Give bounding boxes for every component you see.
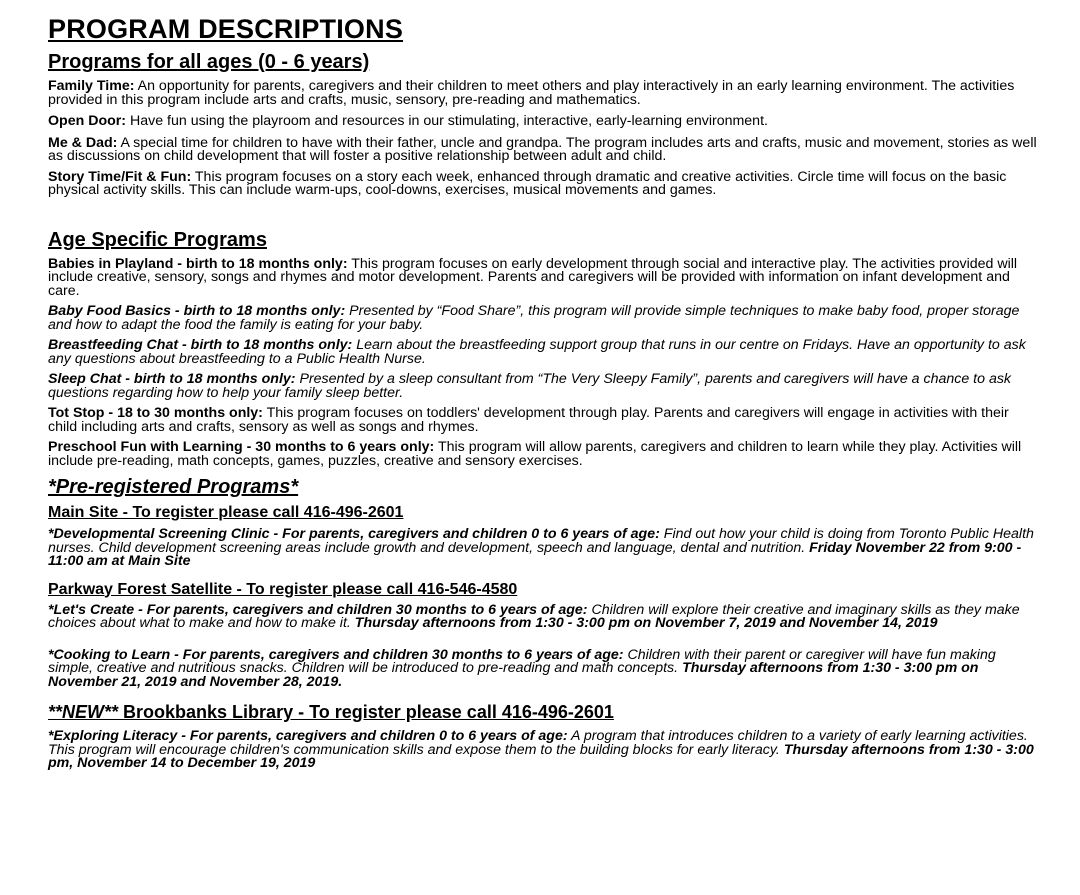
program-sleep-chat (48, 373, 1038, 400)
program-description: Presented by a sleep consultant from “The Very Sleepy Family”, parents and caregivers will have a chance to ask questions regarding how to help your family sleep better. (48, 371, 1012, 401)
all-ages-heading: Programs for all ages (0 - 6 years) (48, 51, 370, 73)
preregistered-heading: *Pre-registered Programs* (48, 476, 299, 498)
program-open-door (48, 115, 1038, 129)
program-name: Story Time/Fit & Fun: (48, 168, 192, 185)
program-baby-food-basics (48, 305, 1038, 332)
main-site-heading: Main Site - To register please call 416-496-2601 (48, 504, 404, 521)
program-name: Preschool Fun with Learning - 30 months to 6 years only: (48, 439, 435, 455)
program-me-and-dad (48, 134, 1038, 164)
program-description: Find out how your child is doing from Toronto Public Health nurses. Child development screening areas include growth and development, speech and language, dental and nutrition. (48, 526, 1034, 556)
brookbanks-heading-text: Brookbanks Library - To register please call 416-496-2601 (123, 702, 614, 722)
program-exploring-literacy (48, 730, 1038, 771)
program-name: Family Time: (48, 78, 135, 94)
program-breastfeeding-chat (48, 339, 1038, 366)
program-description: An opportunity for parents, caregivers and their children to meet others and play interactively in an early learning environment. The activities provided in this program include arts and crafts, music, sensory, pre-reading and mathematics. (48, 78, 1015, 108)
program-description: Have fun using the playroom and resources in our stimulating, interactive, early-learning environment. (129, 113, 768, 129)
program-name: *Exploring Literacy - For parents, caregivers and children 0 to 6 years of age: (48, 728, 568, 744)
program-schedule: Thursday afternoons from 1:30 - 3:00 pm on November 7, 2019 and November 14, 2019 (354, 615, 938, 631)
parkway-heading: Parkway Forest Satellite - To register please call 416-546-4580 (48, 580, 518, 598)
new-badge: **NEW** (48, 702, 119, 722)
program-description: Presented by “Food Share”, this program will provide simple techniques to make baby food, proper storage and how to adapt the food the family is eating for your baby. (48, 303, 1020, 333)
program-schedule: Thursday afternoons from 1:30 - 3:00 pm on November 21, 2019 and November 28, 2019. (48, 660, 979, 690)
program-preschool-fun (48, 441, 1038, 468)
brookbanks-heading (48, 702, 1038, 722)
program-description: Learn about the breastfeeding support group that runs in our centre on Fridays. Have an opportunity to ask any questions about breastfeeding to a Public Health Nurse. (48, 337, 1026, 367)
program-description: This program focuses on toddlers' development through play. Parents and caregivers will engage in activities with their child including arts and crafts, sensory as well as songs and rhymes. (48, 405, 1009, 435)
program-description: This program focuses on early development through social and interactive play. The activities provided will include creative, sensory, songs and rhymes and motor development. Parents and caregivers will be provided with information on infant development and care. (48, 255, 1018, 299)
program-description: Children with their parent or caregiver will have fun making simple, creative and nutritious snacks. Children will be introduced to pre-reading and math concepts. (48, 646, 996, 676)
program-schedule: Thursday afternoons from 1:30 - 3:00 pm, November 14 to December 19, 2019 (48, 741, 1034, 771)
program-description: This program will allow parents, caregivers and children to learn while they play. Activities will include pre-reading, math concepts, games, puzzles, creative and sensory exercises. (48, 439, 1022, 469)
program-description: A special time for children to have with their father, uncle and grandpa. The program includes arts and crafts, music and movement, stories as well as discussions on child development that will foster a positive relationship between adult and child. (48, 134, 1037, 164)
program-cooking-to-learn (48, 646, 1038, 690)
age-specific-heading: Age Specific Programs (48, 228, 267, 251)
program-description: Children will explore their creative and imaginary skills as they make choices about what to make and how to make it. (48, 601, 1020, 631)
program-developmental-screening (48, 528, 1038, 569)
page-title: PROGRAM DESCRIPTIONS (48, 14, 404, 44)
program-story-time (48, 168, 1038, 198)
program-lets-create (48, 601, 1038, 631)
program-name: Baby Food Basics - birth to 18 months only: (48, 303, 346, 319)
program-name: *Cooking to Learn - For parents, caregivers and children 30 months to 6 years of age: (48, 646, 624, 663)
program-name: Tot Stop - 18 to 30 months only: (48, 405, 263, 421)
program-name: Me & Dad: (48, 134, 118, 151)
program-babies-in-playland (48, 255, 1038, 299)
program-name: Sleep Chat - birth to 18 months only: (48, 371, 296, 387)
program-family-time (48, 80, 1038, 107)
program-description: A program that introduces children to a variety of early learning activities. This program will encourage children's communication skills and expose them to the building blocks for early literacy. (48, 728, 1028, 758)
program-name: Open Door: (48, 113, 127, 129)
program-name: *Developmental Screening Clinic - For parents, caregivers and children 0 to 6 years of age: (48, 526, 660, 542)
program-tot-stop (48, 407, 1038, 434)
program-name: *Let's Create - For parents, caregivers and children 30 months to 6 years of age: (48, 601, 588, 618)
program-name: Babies in Playland - birth to 18 months only: (48, 255, 348, 272)
program-name: Breastfeeding Chat - birth to 18 months only: (48, 337, 353, 353)
program-schedule: Friday November 22 from 9:00 - 11:00 am at Main Site (48, 539, 1022, 569)
program-descriptions-page (48, 12, 1038, 771)
program-description: This program focuses on a story each week, enhanced through dramatic and creative activities. Circle time will focus on the basic physical activity skills. This can include warm-ups, cool-downs, exercises, musical movements and games. (48, 168, 1007, 198)
